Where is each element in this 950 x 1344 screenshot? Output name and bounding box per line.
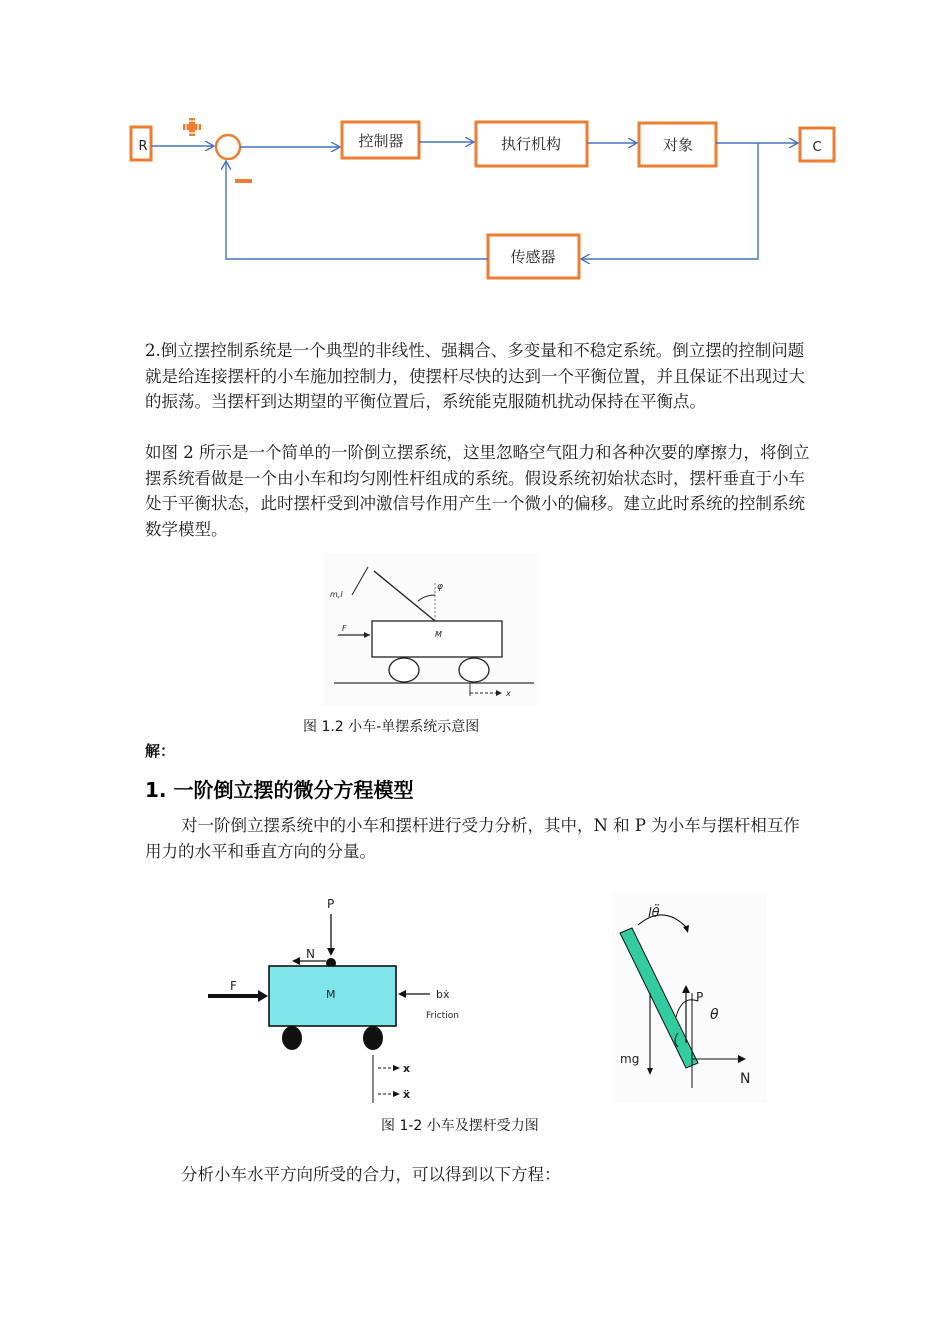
cart-pendulum-figure	[322, 553, 540, 705]
force-n-label: N	[306, 947, 315, 961]
figure-1-caption: 图 1.2 小车-单摆系统示意图	[303, 719, 480, 735]
gravity-label: mg	[620, 1052, 640, 1066]
paragraph-1: 2.倒立摆控制系统是一个典型的非线性、强耦合、多变量和不稳定系统。倒立摆的控制问题就是给连接摆杆的小车施加控制力，使摆杆尽快的达到一个平衡位置，并且保证不出现过大的振荡。当摆杆到达期望的平衡位置后，系统能克服随机扰动保持在平衡点。	[145, 341, 805, 411]
cart-mass-label: M	[326, 988, 336, 1001]
cart-mass-label: M	[435, 630, 442, 639]
force-label: F	[342, 624, 347, 633]
plant-label: 对象	[662, 136, 694, 154]
pendulum-force-diagram	[612, 893, 767, 1103]
wheel-right	[363, 1026, 383, 1050]
output-label: C	[812, 140, 822, 155]
wheel-left	[389, 658, 419, 682]
plus-sign-icon	[183, 118, 201, 136]
controller-label: 控制器	[358, 132, 404, 150]
control-block-diagram	[120, 110, 840, 280]
x-label: x	[506, 689, 511, 698]
paragraph-4: 分析小车水平方向所受的合力，可以得到以下方程：	[181, 1165, 561, 1184]
force-f-label: F	[230, 979, 237, 993]
cart-body	[372, 621, 502, 657]
paragraph-3: 对一阶倒立摆系统中的小车和摆杆进行受力分析，其中，N 和 P 为小车与摆杆相互作用力的水平和垂直方向的分量。	[145, 816, 800, 861]
force-p-label: P	[327, 897, 335, 911]
wheel-left	[282, 1026, 302, 1050]
figure-2-caption: 图 1-2 小车及摆杆受力图	[381, 1118, 539, 1134]
minus-sign-icon	[235, 179, 252, 183]
section-heading: 1. 一阶倒立摆的微分方程模型	[145, 778, 414, 802]
x-ddot-label: ẍ	[403, 1088, 411, 1101]
input-label: R	[138, 139, 148, 154]
solution-label: 解：	[145, 742, 176, 760]
angle-label: φ	[437, 582, 443, 592]
cart-force-diagram	[200, 890, 490, 1105]
paragraph-2: 如图 2 所示是一个简单的一阶倒立摆系统，这里忽略空气阻力和各种次要的摩擦力，将倒立摆系统看做是一个由小车和均匀刚性杆组成的系统。假设系统初始状态时，摆杆垂直于小车处于平衡状态，此时摆杆受到冲激信号作用产生一个微小的偏移。建立此时系统的控制系统数学模型。	[145, 443, 810, 539]
mass-length-label: m,l	[330, 590, 343, 599]
wheel-right	[459, 658, 489, 682]
force-n-label: N	[740, 1071, 751, 1087]
friction-force-label: bẋ	[436, 988, 450, 1001]
friction-label: Friction	[426, 1011, 459, 1021]
x-label: x	[403, 1062, 411, 1075]
angular-accel-label: lθ̈	[648, 906, 660, 921]
force-p-label: P	[696, 990, 704, 1004]
summing-junction	[216, 135, 240, 159]
actuator-label: 执行机构	[500, 135, 562, 153]
angle-label: θ	[710, 1007, 719, 1023]
sensor-label: 传感器	[510, 248, 556, 266]
